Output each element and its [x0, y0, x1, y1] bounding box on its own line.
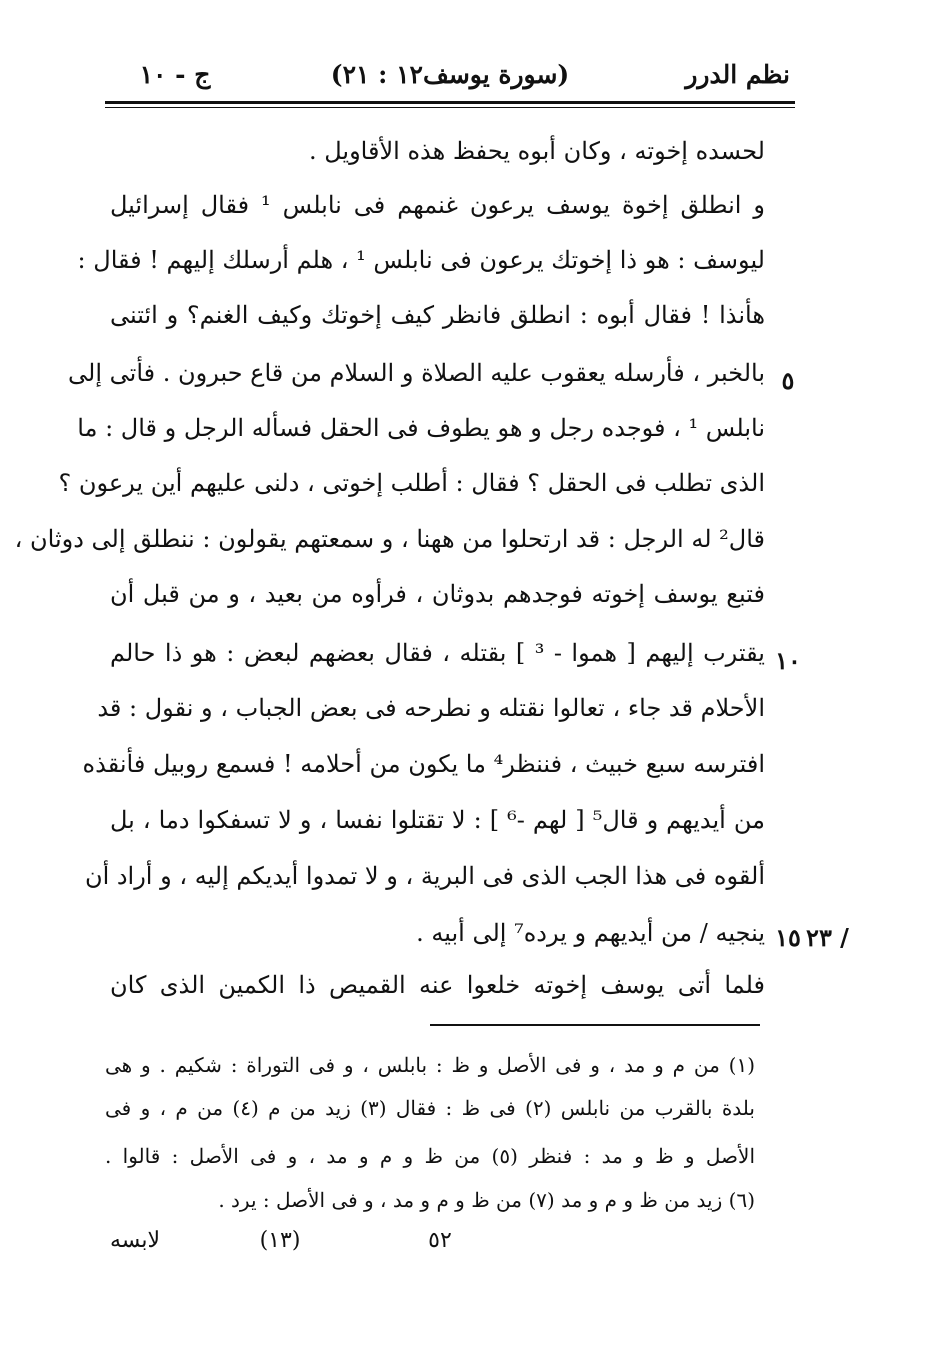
body-line: هأنذا ! فقال أبوه : انطلق فانظر كيف إخوتك وكيف الغنم؟ و ائتنى	[110, 301, 765, 329]
body-line: فلما أتى يوسف إخوته خلعوا عنه القميص ذا الكمين الذى كان	[110, 971, 765, 999]
footnote-separator	[430, 1024, 760, 1026]
surah-reference: (سورة يوسف١٢ : ٢١)	[330, 60, 570, 89]
body-line: بالخبر ، فأرسله يعقوب عليه الصلاة و السلام من قاع حبرون . فأتى إلى	[68, 359, 765, 387]
body-line: افترسه سبع خبيث ، فننظر⁴ ما يكون من أحلامه ! فسمع روبيل فأنقذه	[82, 750, 765, 778]
line-number-15: ١٥	[775, 923, 801, 952]
line-number-10: ١٠	[775, 646, 801, 675]
footnote-line: (١) من م و مد ، و فى الأصل و ظ : بابلس ، و فى التوراة : شكيم . و هى	[105, 1053, 755, 1077]
footnote-line: بلدة بالقرب من نابلس (٢) فى ظ : فقال (٣) زيد من م (٤) من م ، و فى	[105, 1096, 755, 1120]
body-line: الذى تطلب فى الحقل ؟ فقال : أطلب إخوتى ، دلنى عليهم أين يرعون ؟	[58, 469, 765, 497]
body-line: ألقوه فى هذا الجب الذى فى البرية ، و لا تمدوا أيديكم إليه ، و أراد أن	[84, 862, 765, 890]
body-line: من أيديهم و قال⁵ [ لهم -⁶ ] : لا تقتلوا نفسا ، و لا تسفكوا دما ، بل	[110, 806, 765, 834]
body-line: ينجيه / من أيديهم و يرده⁷ إلى أبيه .	[416, 919, 765, 947]
header-rule-thick	[105, 101, 795, 104]
body-line: لحسده إخوته ، وكان أبوه يحفظ هذه الأقاويل .	[308, 137, 765, 165]
line-number-5: ٥	[781, 366, 795, 395]
body-line: الأحلام قد جاء ، تعالوا نقتله و نطرحه فى بعض الجباب ، و نقول : قد	[97, 694, 765, 722]
body-line: يقترب إليهم [ هموا - ³ ] بقتله ، فقال بعضهم لبعض : هو ذا حالم	[110, 639, 765, 667]
body-line: نابلس ¹ ، فوجده رجل و هو يطوف فى الحقل فسأله الرجل و قال : ما	[77, 414, 765, 442]
running-title: نظم الدرر	[685, 60, 790, 89]
catchword: لابسه	[110, 1228, 161, 1253]
manuscript-folio-ref: ٢٣ /	[806, 923, 849, 952]
footnote-line: (٦) زيد من ظ و م و مد (٧) من ظ و م و مد ، و فى الأصل : يرد .	[218, 1188, 755, 1212]
page-number: ٥٢	[428, 1228, 452, 1253]
header-rule-thin	[105, 107, 795, 108]
volume-number: ج - ١٠	[139, 60, 211, 89]
body-line: قال² له الرجل : قد ارتحلوا من ههنا ، و سمعتهم يقولون : ننطلق إلى دوثان ،	[14, 525, 765, 553]
footnote-line: الأصل و ظ و مد : فنظر (٥) من ظ و م و مد ، و فى الأصل : قالوا .	[105, 1144, 755, 1168]
body-line: و انطلق إخوة يوسف يرعون غنمهم فى نابلس ¹ فقال إسرائيل	[110, 191, 765, 219]
body-line: ليوسف : هو ذا إخوتك يرعون فى نابلس ¹ ، هلم أرسلك إليهم ! فقال :	[77, 246, 765, 274]
body-line: فتبع يوسف إخوته فوجدهم بدوثان ، فرأوه من بعيد ، و من قبل أن	[110, 580, 765, 608]
signature-mark: (١٣)	[259, 1228, 301, 1253]
